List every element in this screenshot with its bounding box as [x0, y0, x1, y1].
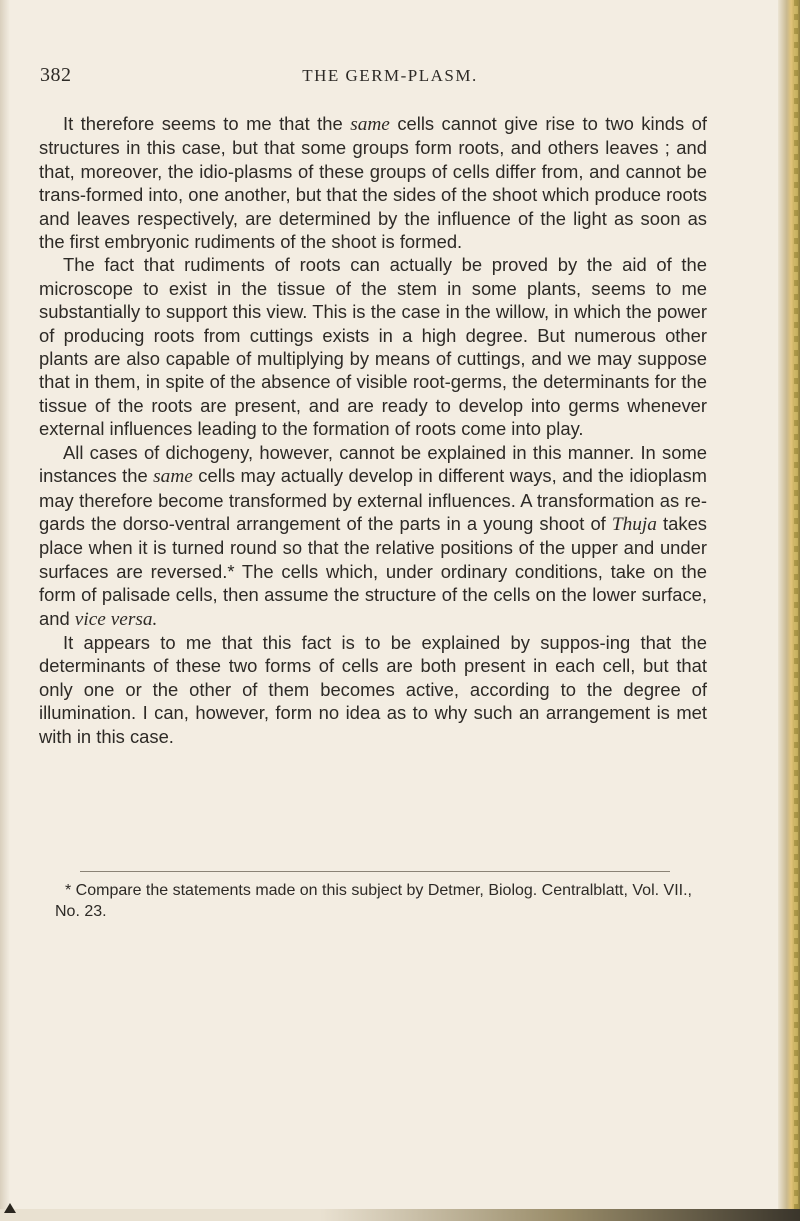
paragraph-text: It therefore seems to me that the [63, 113, 351, 134]
paragraph-text: takes place when it is turned round so that the relative positions of the upper and under surfaces are reversed.* The cells which, under ordinary conditions, take on the form of palisade cells, then assume the structure of the cells on the lower surface, and [39, 512, 707, 629]
running-title: THE GERM-PLASM. [302, 66, 478, 85]
italic-term: same [153, 466, 193, 488]
paragraph-4 [39, 631, 707, 748]
paragraph-text: cells cannot give rise to two kinds of structures in this case, but that some groups form roots, and others leaves ; and that, moreover, the idio-plasms of these groups of cells differ from, and cannot be trans-formed into, one another, but that the sides of the shoot which produce roots and leaves respectively, are determined by the influence of the light as soon as the first embryonic rudiments of the shoot is formed. [39, 113, 707, 253]
running-header [40, 64, 740, 94]
italic-term: Thuja [611, 513, 657, 535]
corner-mark-icon [4, 1203, 16, 1213]
paragraph-3 [39, 441, 707, 631]
footnote-divider [80, 871, 670, 872]
footnote-text: * Compare the statements made on this subject by Detmer, Biolog. Centralblatt, Vol. VII., No. 23. [55, 882, 692, 920]
paragraph-text: cells may actually develop in different ways, and the idioplasm may therefore become transformed by external influences. A transformation as re-gards the dorso-ventral arrangement of the parts in a young shoot of [39, 465, 707, 534]
paragraph-text: All cases of dichogeny, however, cannot be explained in this manner. In some instances the [39, 441, 707, 487]
paragraph-1 [39, 112, 707, 253]
page-number: 382 [40, 64, 72, 86]
footnote [55, 880, 707, 922]
page-edge [778, 0, 800, 1221]
paragraph-2 [39, 253, 707, 440]
page-bottom-edge [0, 1209, 800, 1221]
italic-term: vice versa. [74, 608, 158, 630]
page-gutter-shadow [0, 0, 10, 1221]
paragraph-text: The fact that rudiments of roots can actually be proved by the aid of the microscope to exist in the tissue of the stem in some plants, seems to me substantially to support this view. This is the case in the willow, in which the power of producing roots from cuttings exists in a high degree. But numerous other plants are also capable of multiplying by means of cuttings, and we may suppose that in them, in spite of the absence of visible root-germs, the determinants for the tissue of the roots are present, and are ready to develop into germs whenever external influences leading to the formation of roots come into play. [39, 254, 707, 440]
body-text [39, 112, 707, 748]
italic-term: same [350, 114, 390, 135]
paragraph-text: It appears to me that this fact is to be explained by suppos-ing that the determinants of these two forms of cells are both present in each cell, but that only one or the other of them becomes active, according to the degree of illumination. I can, however, form no idea as to why such an arrangement is met with in this case. [39, 631, 707, 747]
